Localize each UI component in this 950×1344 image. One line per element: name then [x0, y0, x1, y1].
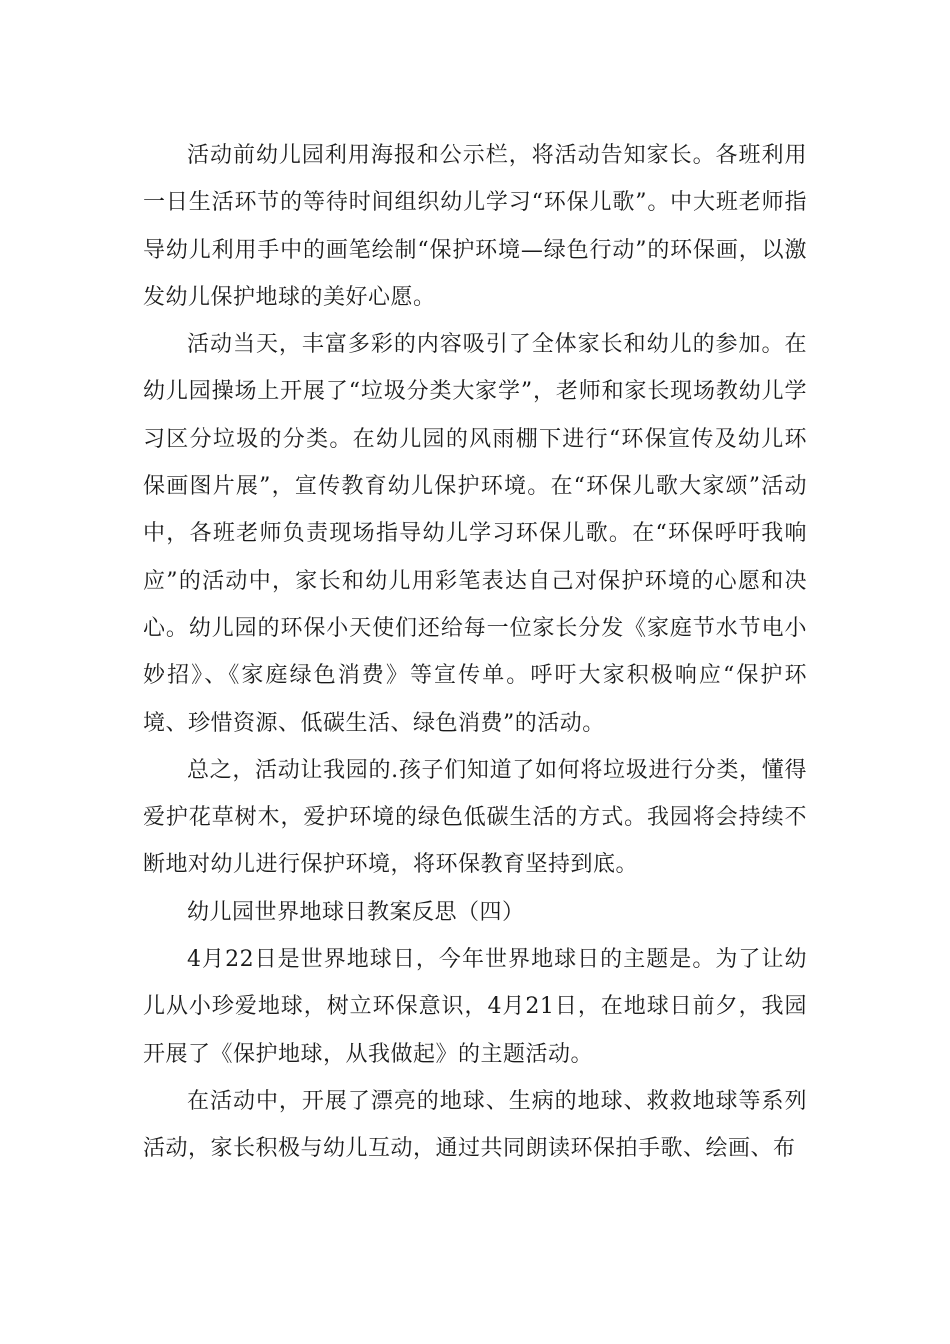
paragraph-earth-day-intro: 4月22日是世界地球日，今年世界地球日的主题是。为了让幼儿从小珍爱地球，树立环保意识，4月21日，在地球日前夕，我园开展了《保护地球，从我做起》的主题活动。: [143, 947, 807, 1067]
paragraph-activities: 在活动中，开展了漂亮的地球、生病的地球、救救地球等系列活动，家长积极与幼儿互动，通过共同朗读环保拍手歌、绘画、布: [143, 1088, 807, 1162]
document-body: [143, 132, 807, 1173]
paragraph-summary: 总之，活动让我园的.孩子们知道了如何将垃圾进行分类，懂得爱护花草树木，爱护环境的绿色低碳生活的方式。我园将会持续不断地对幼儿进行保护环境，将环保教育坚持到底。: [143, 757, 807, 878]
paragraph-activity-day: 活动当天，丰富多彩的内容吸引了全体家长和幼儿的参加。在幼儿园操场上开展了“垃圾分类大家学”，老师和家长现场教幼儿学习区分垃圾的分类。在幼儿园的风雨棚下进行“环保宣传及幼儿环保画图片展”，宣传教育幼儿保护环境。在“环保儿歌大家颂”活动中，各班老师负责现场指导幼儿学习环保儿歌。在“环保呼吁我响应”的活动中，家长和幼儿用彩笔表达自己对保护环境的心愿和决心。幼儿园的环保小天使们还给每一位家长分发《家庭节水节电小妙招》、《家庭绿色消费》等宣传单。呼吁大家积极响应“保护环境、珍惜资源、低碳生活、绿色消费”的活动。: [143, 332, 807, 736]
section-heading: 幼儿园世界地球日教案反思（四）: [187, 899, 525, 925]
paragraph-preparation: 活动前幼儿园利用海报和公示栏，将活动告知家长。各班利用一日生活环节的等待时间组织幼儿学习“环保儿歌”。中大班老师指导幼儿利用手中的画笔绘制“保护环境—绿色行动”的环保画，以激发幼儿保护地球的美好心愿。: [143, 143, 807, 310]
